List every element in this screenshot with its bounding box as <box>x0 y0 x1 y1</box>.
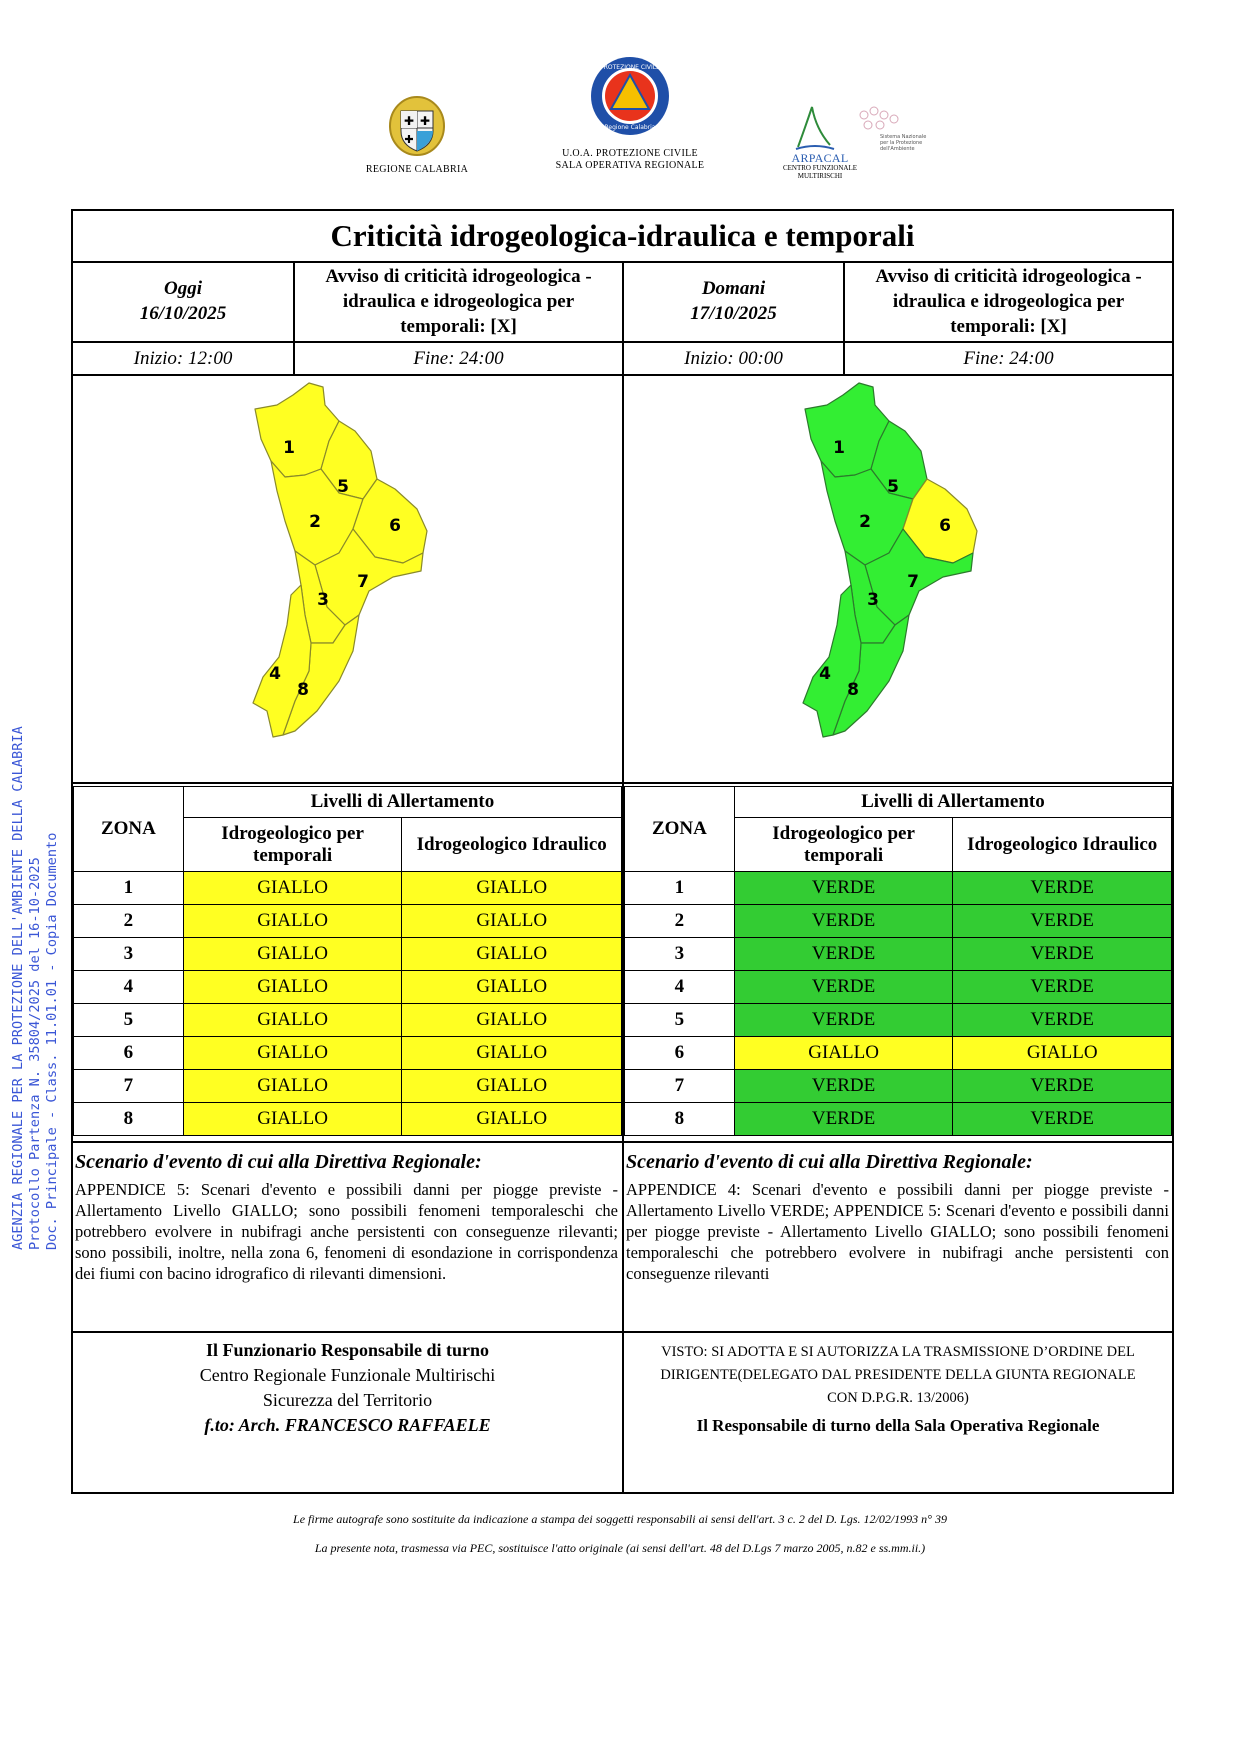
table-row <box>625 1070 1172 1103</box>
map-label-4: 4 <box>269 664 281 684</box>
map-label-6: 6 <box>389 516 401 536</box>
arpacal-emblem-icon <box>760 105 940 155</box>
responsabile-text: Il Responsabile di turno della Sala Operativa Regionale <box>696 1416 1100 1435</box>
tomorrow-zone-table <box>624 786 1172 1136</box>
zone-number: 2 <box>625 905 735 938</box>
map-label-8: 8 <box>847 680 859 700</box>
livelli-header: Livelli di Allertamento <box>734 787 1171 818</box>
level-temporali: GIALLO <box>183 971 402 1004</box>
tomorrow-map <box>793 381 1013 741</box>
protocol-stamp <box>10 726 61 1250</box>
snpa-line-3: dell'Ambiente <box>880 146 915 152</box>
snpa-line-1: Sistema Nazionale <box>880 134 927 140</box>
snpa-line-2: per la Protezione <box>880 140 923 146</box>
zone-number: 8 <box>74 1103 184 1136</box>
zone-number: 8 <box>625 1103 735 1136</box>
zone-number: 7 <box>625 1070 735 1103</box>
svg-text:✚: ✚ <box>404 134 414 146</box>
stamp-line-1: AGENZIA REGIONALE PER LA PROTEZIONE DELL'AMBIENTE DELLA CALABRIA <box>10 726 26 1250</box>
today-fine: Fine: 24:00 <box>413 348 504 369</box>
level-idraulico: VERDE <box>953 938 1172 971</box>
table-row <box>74 971 622 1004</box>
protezione-civile-logo <box>530 55 730 172</box>
table-row <box>625 1004 1172 1037</box>
zone-number: 1 <box>625 872 735 905</box>
zone-number: 6 <box>625 1037 735 1070</box>
level-temporali: GIALLO <box>183 1070 402 1103</box>
table-row <box>74 1004 622 1037</box>
zone-number: 3 <box>625 938 735 971</box>
map-label-4: 4 <box>819 664 831 684</box>
tomorrow-date-cell <box>624 261 843 341</box>
protezione-civile-emblem-icon <box>589 55 671 137</box>
footer-note-1: Le firme autografe sono sostituite da indicazione a stampa dei soggetti responsabili ai sensi dell'art. 3 c. 2 del D. Lgs. 12/02/1993 n° 39 <box>293 1512 947 1526</box>
emblem-ring-bottom: Regione Calabria <box>604 124 656 131</box>
map-label-3: 3 <box>317 590 329 610</box>
signature-left <box>73 1338 622 1438</box>
table-row <box>74 1037 622 1070</box>
table-row <box>625 1103 1172 1136</box>
zone-number: 3 <box>74 938 184 971</box>
map-label-2: 2 <box>309 512 321 532</box>
level-temporali: GIALLO <box>183 1103 402 1136</box>
map-label-3: 3 <box>867 590 879 610</box>
sig-name: f.to: Arch. FRANCESCO RAFFAELE <box>204 1415 491 1435</box>
level-temporali: VERDE <box>734 1103 953 1136</box>
zone-number: 6 <box>74 1037 184 1070</box>
col-temporali-header: Idrogeologico per temporali <box>183 818 402 872</box>
scenario-today-text: APPENDICE 5: Scenari d'evento e possibili danni per piogge previste - Allertamento Livello GIALLO; sono possibili fenomeni temporaleschi che potrebbero evolvere in nubifragi anche persistenti con conseguenze rilevanti; sono possibili, inoltre, nella zona 6, fenomeni di esondazione in corrispondenza dei fiumi con bacino idrografico di rilevanti dimensioni. <box>75 1180 618 1283</box>
divider <box>73 1141 1172 1143</box>
signature-right <box>624 1341 1172 1437</box>
col-idraulico-header: Idrogeologico Idraulico <box>402 818 622 872</box>
livelli-header: Livelli di Allertamento <box>183 787 621 818</box>
level-idraulico: GIALLO <box>402 971 622 1004</box>
level-idraulico: GIALLO <box>402 1070 622 1103</box>
table-row <box>74 1070 622 1103</box>
level-idraulico: GIALLO <box>402 1004 622 1037</box>
table-row <box>74 872 622 905</box>
arpacal-logo <box>760 105 940 180</box>
level-temporali: GIALLO <box>183 1037 402 1070</box>
regione-coat-of-arms-icon <box>387 95 447 157</box>
level-idraulico: GIALLO <box>402 905 622 938</box>
level-temporali: GIALLO <box>734 1037 953 1070</box>
today-label: Oggi <box>164 278 202 299</box>
level-idraulico: VERDE <box>953 1103 1172 1136</box>
map-label-5: 5 <box>337 477 349 497</box>
map-label-2: 2 <box>859 512 871 532</box>
zona-header: ZONA <box>74 787 184 872</box>
arpacal-subcaption: CENTRO FUNZIONALE MULTIRISCHI <box>782 164 858 180</box>
level-temporali: VERDE <box>734 905 953 938</box>
zone-number: 1 <box>74 872 184 905</box>
table-row <box>74 905 622 938</box>
tomorrow-fine: Fine: 24:00 <box>963 348 1054 369</box>
stamp-line-3: Doc. Principale - Class. 11.01.01 - Copia Documento <box>44 832 60 1250</box>
tomorrow-avviso: Avviso di criticità idrogeologica - idraulica e idrogeologica per temporali: [X] <box>875 265 1142 337</box>
col-temporali-header: Idrogeologico per temporali <box>734 818 953 872</box>
today-date: 16/10/2025 <box>139 303 227 324</box>
sig-role: Il Funzionario Responsabile di turno <box>205 1340 490 1360</box>
level-idraulico: GIALLO <box>402 872 622 905</box>
today-inizio: Inizio: 12:00 <box>133 348 233 369</box>
regione-caption: REGIONE CALABRIA <box>365 164 469 175</box>
level-idraulico: GIALLO <box>402 1103 622 1136</box>
level-temporali: GIALLO <box>183 938 402 971</box>
protezione-caption-2: SALA OPERATIVA REGIONALE <box>555 160 705 171</box>
map-label-5: 5 <box>887 477 899 497</box>
table-row <box>625 872 1172 905</box>
level-temporali: VERDE <box>734 1070 953 1103</box>
level-temporali: GIALLO <box>183 1004 402 1037</box>
table-row <box>625 971 1172 1004</box>
table-row <box>74 938 622 971</box>
regione-calabria-logo <box>352 95 482 176</box>
col-idraulico-header: Idrogeologico Idraulico <box>953 818 1172 872</box>
today-map <box>243 381 463 741</box>
stamp-line-2: Protocollo Partenza N. 35804/2025 del 16-10-2025 <box>27 857 43 1250</box>
visto-text: VISTO: SI ADOTTA E SI AUTORIZZA LA TRASMISSIONE D’ORDINE DEL DIRIGENTE(DELEGATO DAL PRESIDENTE DELLA GIUNTA REGIONALE CON D.P.G.R. 13/2006) <box>660 1344 1136 1406</box>
divider <box>73 782 1172 784</box>
zone-number: 7 <box>74 1070 184 1103</box>
level-temporali: VERDE <box>734 938 953 971</box>
svg-text:✚: ✚ <box>419 114 431 128</box>
table-row <box>625 1037 1172 1070</box>
today-date-cell <box>73 261 293 341</box>
tomorrow-label: Domani <box>701 278 766 299</box>
scenario-tomorrow-title: Scenario d'evento di cui alla Direttiva Regionale: <box>626 1151 1033 1173</box>
level-idraulico: GIALLO <box>402 1037 622 1070</box>
map-label-6: 6 <box>939 516 951 536</box>
tomorrow-date: 17/10/2025 <box>690 303 777 324</box>
level-idraulico: VERDE <box>953 971 1172 1004</box>
level-idraulico: VERDE <box>953 1070 1172 1103</box>
table-row <box>625 938 1172 971</box>
scenario-today-title: Scenario d'evento di cui alla Direttiva Regionale: <box>75 1151 482 1173</box>
protezione-caption-1: U.O.A. PROTEZIONE CIVILE <box>562 148 698 159</box>
zone-number: 4 <box>625 971 735 1004</box>
page-title: Criticità idrogeologica-idraulica e temporali <box>73 211 1172 263</box>
arpacal-caption: ARPACAL <box>791 151 849 165</box>
zona-header: ZONA <box>625 787 735 872</box>
level-idraulico: VERDE <box>953 905 1172 938</box>
map-label-1: 1 <box>833 438 845 458</box>
level-temporali: VERDE <box>734 1004 953 1037</box>
zone-number: 4 <box>74 971 184 1004</box>
sig-centre: Centro Regionale Funzionale Multirischi <box>199 1365 496 1385</box>
emblem-ring-top: PROTEZIONE CIVILE <box>600 64 660 71</box>
level-temporali: VERDE <box>734 971 953 1004</box>
level-temporali: VERDE <box>734 872 953 905</box>
today-zone-table <box>73 786 622 1136</box>
map-label-8: 8 <box>297 680 309 700</box>
zone-number: 5 <box>625 1004 735 1037</box>
sig-dept: Sicurezza del Territorio <box>262 1390 433 1410</box>
svg-text:✚: ✚ <box>403 114 415 128</box>
zone-number: 5 <box>74 1004 184 1037</box>
level-temporali: GIALLO <box>183 872 402 905</box>
bulletin-frame <box>71 209 1174 1494</box>
level-idraulico: VERDE <box>953 872 1172 905</box>
divider <box>843 261 845 374</box>
table-row <box>74 1103 622 1136</box>
level-idraulico: GIALLO <box>402 938 622 971</box>
today-avviso: Avviso di criticità idrogeologica - idraulica e idrogeologica per temporali: [X] <box>325 265 592 337</box>
level-idraulico: VERDE <box>953 1004 1172 1037</box>
map-label-1: 1 <box>283 438 295 458</box>
map-label-7: 7 <box>907 572 919 592</box>
level-idraulico: GIALLO <box>953 1037 1172 1070</box>
scenario-tomorrow-text: APPENDICE 4: Scenari d'evento e possibili danni per piogge previste - Allertamento Livello VERDE; APPENDICE 5: Scenari d'evento e possibili danni per piogge previste - Allertamento Livello GIALLO; sono possibili fenomeni temporaleschi che potrebbero evolvere in nubifragi anche persistenti con conseguenze rilevanti <box>626 1180 1169 1283</box>
map-label-7: 7 <box>357 572 369 592</box>
zone-number: 2 <box>74 905 184 938</box>
table-row <box>625 905 1172 938</box>
level-temporali: GIALLO <box>183 905 402 938</box>
divider <box>293 261 295 374</box>
tomorrow-inizio: Inizio: 00:00 <box>684 348 783 369</box>
divider <box>73 1331 1172 1333</box>
footer-note-2: La presente nota, trasmessa via PEC, sostituisce l'atto originale (ai sensi dell'art. 48 del D.Lgs 7 marzo 2005, n.82 e ss.mm.ii.) <box>314 1541 926 1555</box>
logo-header <box>0 55 1240 185</box>
